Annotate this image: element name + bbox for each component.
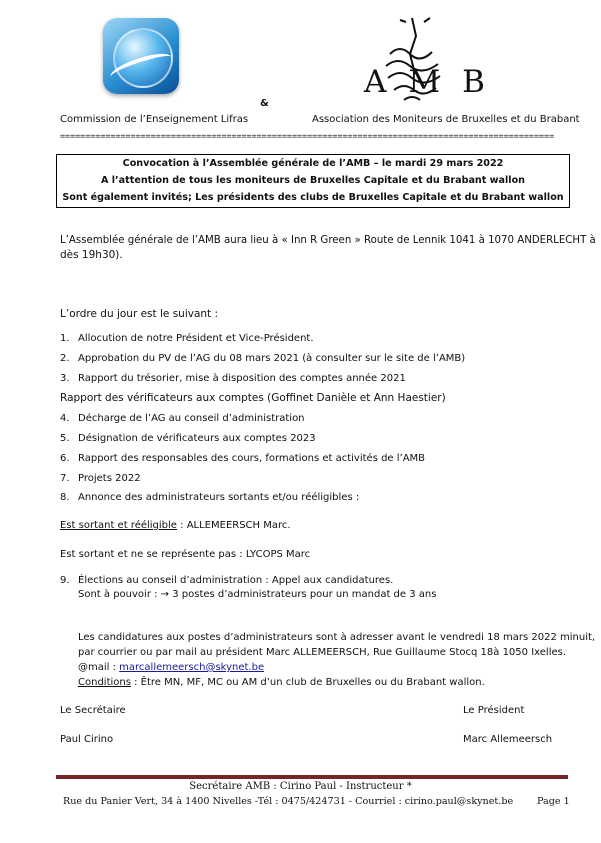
agenda-text: Allocution de notre Président et Vice-Président. [78, 333, 314, 344]
left-organization: Commission de l’Enseignement Lifras [60, 114, 249, 125]
agenda-item [60, 412, 570, 425]
candidatures-line-1: Les candidatures aux postes d’administrateurs sont à adresser avant le vendredi 18 mars 2022 minuit, [78, 632, 596, 643]
agenda-text: Rapport du trésorier, mise à disposition des comptes année 2021 [78, 373, 406, 384]
agenda-item [60, 372, 570, 385]
outgoing-reeligible [60, 519, 291, 532]
agenda-item [60, 472, 570, 485]
agenda-number: 1. [60, 333, 70, 344]
agenda-text: Approbation du PV de l’AG du 08 mars 2021 (à consulter sur le site de l’AMB) [78, 353, 466, 364]
intro-line-1: L’Assemblée générale de l’AMB aura lieu à « Inn R Green » Route de Lennik 1041 à 1070 ANDERLECHT à [60, 235, 596, 246]
agenda-item [60, 332, 570, 345]
agenda-number: 3. [60, 373, 70, 384]
outgoing-reeligible-value: : ALLEMEERSCH Marc. [176, 520, 291, 531]
agenda-text: Désignation de vérificateurs aux comptes 2023 [78, 433, 316, 444]
lifras-logo [103, 18, 179, 94]
separator-line: ================================================================================================== [60, 131, 555, 141]
conditions-line [78, 676, 485, 689]
agenda-text: Annonce des administrateurs sortants et/ou rééligibles : [78, 492, 360, 503]
agenda-item [60, 452, 570, 465]
outgoing-reeligible-label: Est sortant et rééligible [60, 520, 177, 531]
secretary-role: Le Secrétaire [60, 705, 126, 716]
agenda-item [60, 491, 570, 504]
agenda-number: 9. [60, 575, 70, 586]
agenda-item-9 [60, 574, 570, 587]
title-line-3: Sont également invités; Les présidents des clubs de Bruxelles Capitale et du Brabant wallon [62, 192, 564, 203]
outgoing-not-running: Est sortant et ne se représente pas : LYCOPS Marc [60, 549, 311, 560]
right-organization: Association des Moniteurs de Bruxelles et du Brabant [312, 114, 580, 125]
title-line-2: A l’attention de tous les moniteurs de Bruxelles Capitale et du Brabant wallon [100, 175, 526, 186]
agenda-text: Décharge de l’AG au conseil d’administration [78, 413, 305, 424]
candidatures-line-2: par courrier ou par mail au président Marc ALLEMEERSCH, Rue Guillaume Stocq 18à 1050 Ixelles. [78, 647, 567, 658]
president-name: Marc Allemeersch [463, 734, 553, 745]
agenda-text: Élections au conseil d’administration : Appel aux candidatures. [78, 575, 394, 586]
agenda-number: 7. [60, 473, 70, 484]
intro-paragraph [60, 234, 596, 262]
footer-line-1: Secrétaire AMB : Cirino Paul - Instructeur * [189, 781, 412, 792]
title-line-1: Convocation à l’Assemblée générale de l’AMB – le mardi 29 mars 2022 [122, 158, 504, 169]
agenda-number: 4. [60, 413, 70, 424]
secretary-name: Paul Cirino [60, 734, 114, 745]
agenda-heading: L’ordre du jour est le suivant : [60, 308, 219, 320]
amb-logo-text: AMB [364, 64, 507, 100]
title-box [56, 154, 570, 208]
intro-line-2: dès 19h30). [60, 249, 123, 261]
agenda-number: 5. [60, 433, 70, 444]
item9-seats: Sont à pouvoir : → 3 postes d’administrateurs pour un mandat de 3 ans [78, 589, 437, 600]
conditions-text: : Être MN, MF, MC ou AM d’un club de Bruxelles ou du Brabant wallon. [130, 677, 485, 688]
conditions-label: Conditions [78, 677, 131, 688]
footer-line-2: Rue du Panier Vert, 34 à 1400 Nivelles -Tél : 0475/424731 - Courriel : cirino.paul@skynet.be [63, 796, 514, 807]
agenda-text: Rapport des responsables des cours, formations et activités de l’AMB [78, 453, 426, 464]
agenda-number: 6. [60, 453, 70, 464]
president-role: Le Président [463, 705, 525, 716]
agenda-number: 2. [60, 353, 70, 364]
footer-divider [56, 775, 568, 779]
ampersand: & [260, 98, 269, 109]
agenda-item [60, 352, 570, 365]
email-link[interactable]: marcallemeersch@skynet.be [119, 662, 265, 673]
page-number: Page 1 [537, 796, 570, 807]
agenda-number: 8. [60, 492, 70, 503]
agenda-item [60, 432, 570, 445]
auditors-line: Rapport des vérificateurs aux comptes (Goffinet Danièle et Ann Haestier) [60, 392, 446, 404]
agenda-text: Projets 2022 [78, 473, 141, 484]
mail-label: @mail : [78, 662, 120, 673]
mail-line [78, 661, 264, 674]
